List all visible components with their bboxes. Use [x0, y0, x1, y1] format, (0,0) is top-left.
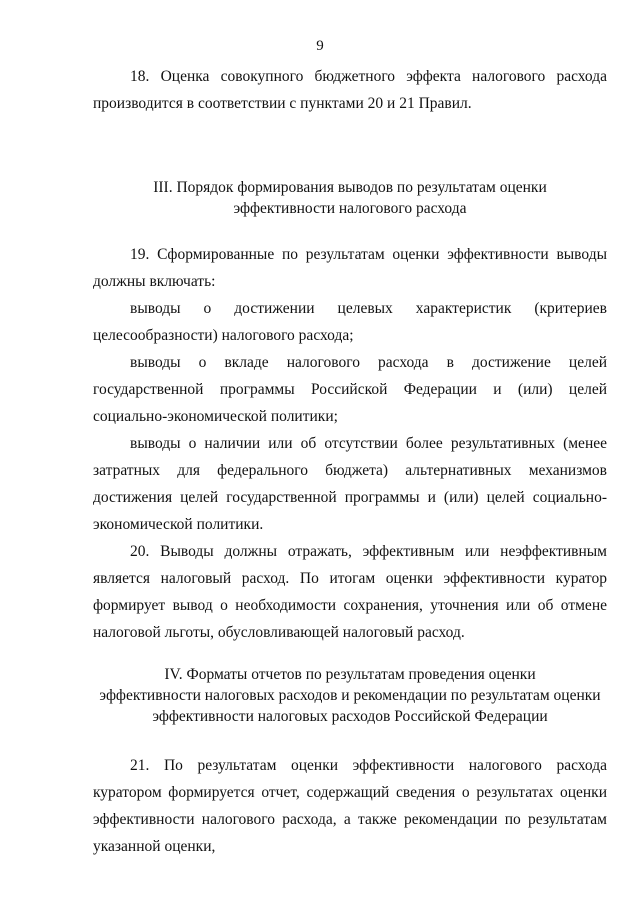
section-heading-4-line-1: IV. Форматы отчетов по результатам проведения оценки — [164, 666, 536, 683]
paragraph-conclusion-2: выводы о вкладе налогового расхода в достижение целей государственной программы Российской Федерации и (или) целей социально-экономической политики; — [93, 354, 607, 425]
paragraph-block-mid — [93, 241, 607, 646]
paragraph-20: 20. Выводы должны отражать, эффективным или неэффективным является налоговый расход. По итогам оценки эффективности куратор формирует вывод о необходимости сохранения, уточнения или об отмене налоговой льготы, обусловливающей налоговый расход. — [93, 543, 607, 641]
paragraph-conclusion-1: выводы о достижении целевых характеристик (критериев целесообразности) налогового расхода; — [93, 300, 607, 344]
section-heading-3 — [93, 177, 607, 219]
paragraph-21: 21. По результатам оценки эффективности налогового расхода куратором формируется отчет, содержащий сведения о результатах оценки эффективности налогового расхода, а также рекомендации по результатам указанной оценки, — [93, 757, 607, 855]
section-heading-4-line-2: эффективности налоговых расходов и рекомендации по результатам оценки — [99, 687, 601, 704]
paragraph-18: 18. Оценка совокупного бюджетного эффекта налогового расхода производится в соответствии с пунктами 20 и 21 Правил. — [93, 68, 607, 112]
paragraph-block-bottom — [93, 752, 607, 860]
section-heading-3-line-2: эффективности налогового расхода — [233, 200, 467, 217]
section-heading-4-line-3: эффективности налоговых расходов Российской Федерации — [152, 708, 548, 725]
page-number: 9 — [316, 38, 324, 54]
paragraph-conclusion-3: выводы о наличии или об отсутствии более результативных (менее затратных для федерального бюджета) альтернативных механизмов достижения целей государственной программы и (или) целей социально-экономической политики. — [93, 435, 607, 533]
section-heading-4 — [93, 664, 607, 727]
paragraph-19: 19. Сформированные по результатам оценки эффективности выводы должны включать: — [93, 246, 607, 290]
section-heading-3-line-1: III. Порядок формирования выводов по результатам оценки — [153, 179, 547, 196]
paragraph-block-top — [93, 63, 607, 117]
